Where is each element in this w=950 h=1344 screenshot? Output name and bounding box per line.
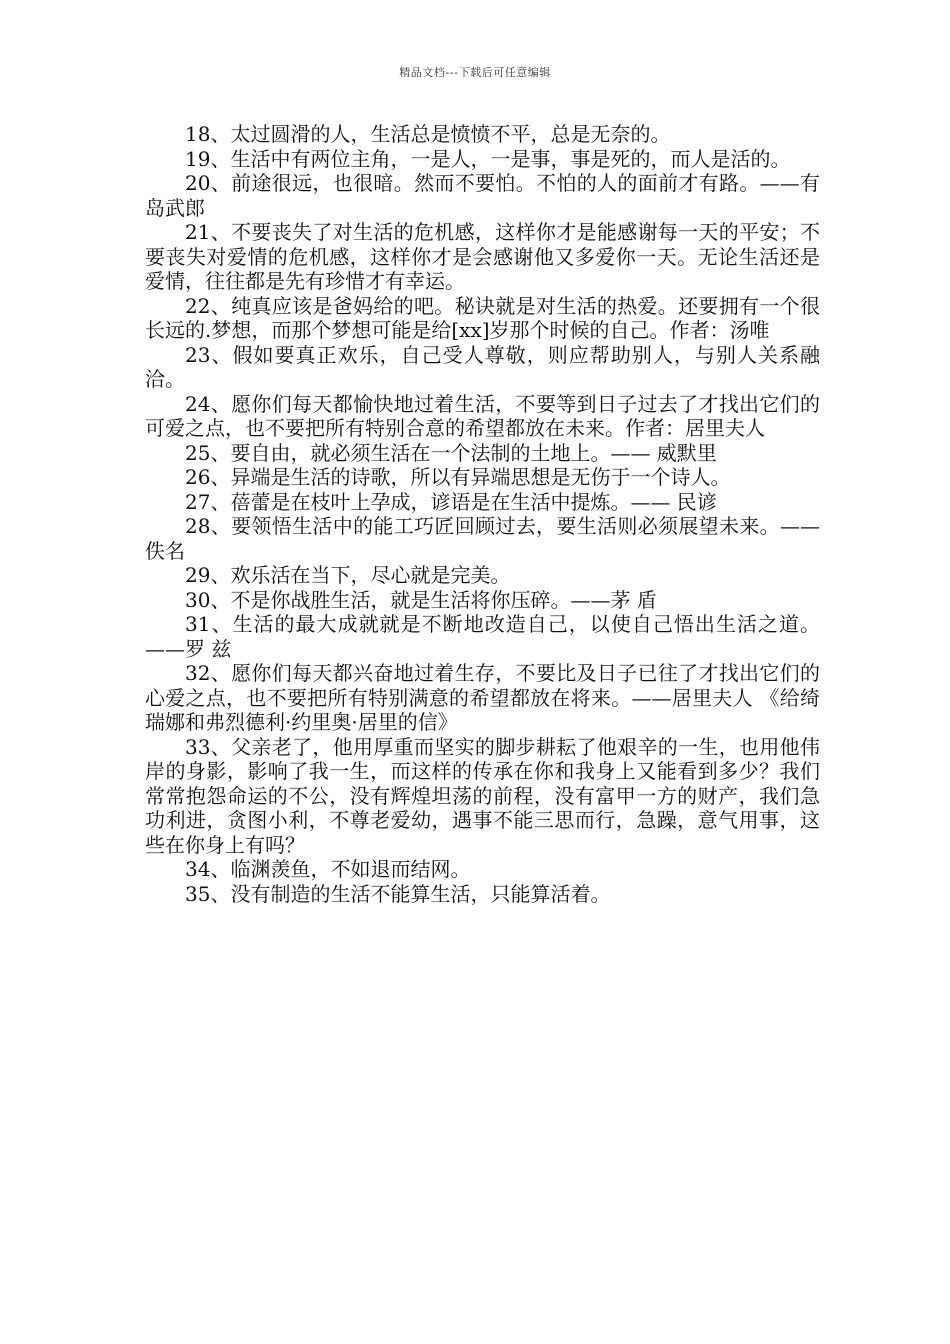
paragraph-20: 20、前途很远，也很暗。然而不要怕。不怕的人的面前才有路。——有岛武郎 <box>145 171 820 220</box>
paragraph-29: 29、欢乐活在当下，尽心就是完美。 <box>185 563 511 587</box>
page-header: 精品文档---下载后可任意编辑 <box>399 66 551 79</box>
paragraph-21: 21、不要丧失了对生活的危机感，这样你才是能感谢每一天的平安；不要丧失对爱情的危机感，这样你才是会感谢他又多爱你一天。无论生活还是爱情，往往都是先有珍惜才有幸运。 <box>145 220 820 293</box>
paragraph-24: 24、愿你们每天都愉快地过着生活，不要等到日子过去了才找出它们的可爱之点，也不要把所有特别合意的希望都放在未来。作者：居里夫人 <box>145 391 820 440</box>
paragraph-25: 25、要自由，就必须生活在一个法制的土地上。—— 威默里 <box>185 440 717 465</box>
paragraph-30: 30、不是你战胜生活，就是生活将你压碎。——茅 盾 <box>185 587 657 612</box>
paragraph-35: 35、没有制造的生活不能算生活，只能算活着。 <box>185 881 611 906</box>
paragraph-22: 22、纯真应该是爸妈给的吧。秘诀就是对生活的热爱。还要拥有一个很长远的.梦想，而那个梦想可能是给[xx]岁那个时候的自己。作者：汤唯 <box>145 293 820 342</box>
paragraph-19: 19、生活中有两位主角，一是人，一是事，事是死的，而人是活的。 <box>185 146 791 171</box>
paragraph-32: 32、愿你们每天都兴奋地过着生存，不要比及日子已往了才找出它们的心爱之点，也不要把所有特别满意的希望都放在将来。——居里夫人 《给绮瑞娜和弗烈德利·约里奥·居里的信》 <box>145 661 820 734</box>
paragraph-34: 34、临渊羡鱼，不如退而结网。 <box>185 857 471 881</box>
paragraph-26: 26、异端是生活的诗歌，所以有异端思想是无伤于一个诗人。 <box>185 465 731 489</box>
paragraph-31: 31、生活的最大成就就是不断地改造自己，以使自己悟出生活之道。——罗 兹 <box>145 612 820 661</box>
paragraph-27: 27、蓓蕾是在枝叶上孕成，谚语是在生活中提炼。—— 民谚 <box>185 489 717 514</box>
paragraph-23: 23、假如要真正欢乐，自己受人尊敬，则应帮助别人，与别人关系融洽。 <box>145 342 820 391</box>
paragraph-28: 28、要领悟生活中的能工巧匠回顾过去，要生活则必须展望未来。—— 佚名 <box>145 514 820 563</box>
document-body <box>145 122 820 906</box>
paragraph-18: 18、太过圆滑的人，生活总是愤愤不平，总是无奈的。 <box>185 122 671 146</box>
paragraph-33: 33、父亲老了，他用厚重而坚实的脚步耕耘了他艰辛的一生，也用他伟岸的身影，影响了我一生，而这样的传承在你和我身上又能看到多少？我们常常抱怨命运的不公，没有辉煌坦荡的前程，没有富甲一方的财产，我们急功利进，贪图小利，不尊老爱幼，遇事不能三思而行，急躁，意气用事，这些在你身上有吗？ <box>145 734 820 857</box>
